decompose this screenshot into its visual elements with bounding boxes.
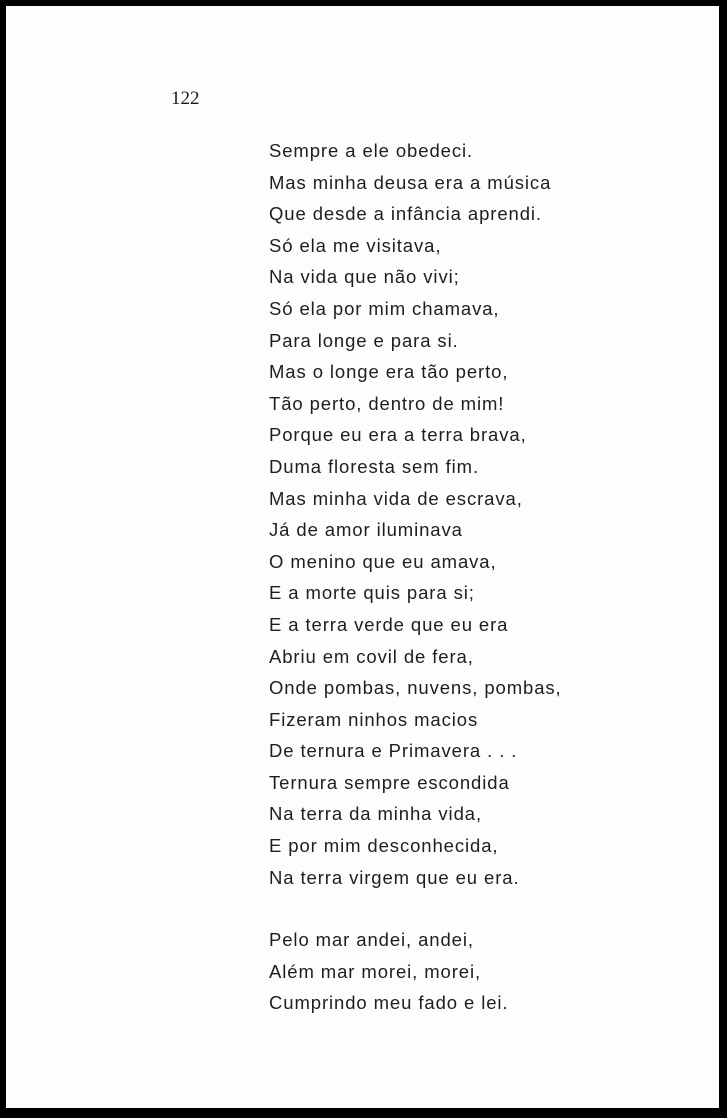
poem-line: Mas o longe era tão perto, — [269, 361, 509, 383]
poem-line: E a terra verde que eu era — [269, 613, 509, 635]
poem-line: Só ela me visitava, — [269, 234, 442, 256]
poem — [269, 135, 699, 1019]
poem-line: E por mim desconhecida, — [269, 835, 499, 857]
poem-line: Duma floresta sem fim. — [269, 455, 479, 477]
poem-line: O menino que eu amava, — [269, 550, 497, 572]
book-page — [6, 6, 719, 1108]
poem-line: Ternura sempre escondida — [269, 771, 510, 793]
poem-line: Onde pombas, nuvens, pombas, — [269, 677, 562, 699]
poem-line: Porque eu era a terra brava, — [269, 424, 527, 446]
poem-line: Na terra da minha vida, — [269, 803, 482, 825]
poem-line: E a morte quis para si; — [269, 582, 475, 604]
poem-line: Abriu em covil de fera, — [269, 645, 474, 667]
poem-line: Mas minha vida de escrava, — [269, 487, 523, 509]
poem-line: Na vida que não vivi; — [269, 266, 460, 288]
poem-line: Já de amor iluminava — [269, 519, 463, 541]
poem-line: Fizeram ninhos macios — [269, 708, 479, 730]
page-number: 122 — [171, 88, 200, 109]
poem-line: Pelo mar andei, andei, — [269, 929, 474, 951]
poem-line: Além mar morei, morei, — [269, 960, 482, 982]
poem-line: Para longe e para si. — [269, 329, 459, 351]
poem-line: Que desde a infância aprendi. — [269, 203, 542, 225]
poem-line: Cumprindo meu fado e lei. — [269, 992, 509, 1014]
poem-line: Só ela por mim chamava, — [269, 297, 500, 319]
stanza — [269, 924, 699, 1019]
poem-line: Na terra virgem que eu era. — [269, 866, 520, 888]
poem-line: Tão perto, dentro de mim! — [269, 392, 505, 414]
poem-line: Sempre a ele obedeci. — [269, 140, 474, 161]
poem-line: Mas minha deusa era a música — [269, 171, 552, 193]
poem-line: De ternura e Primavera . . . — [269, 740, 518, 762]
stanza — [269, 135, 699, 893]
